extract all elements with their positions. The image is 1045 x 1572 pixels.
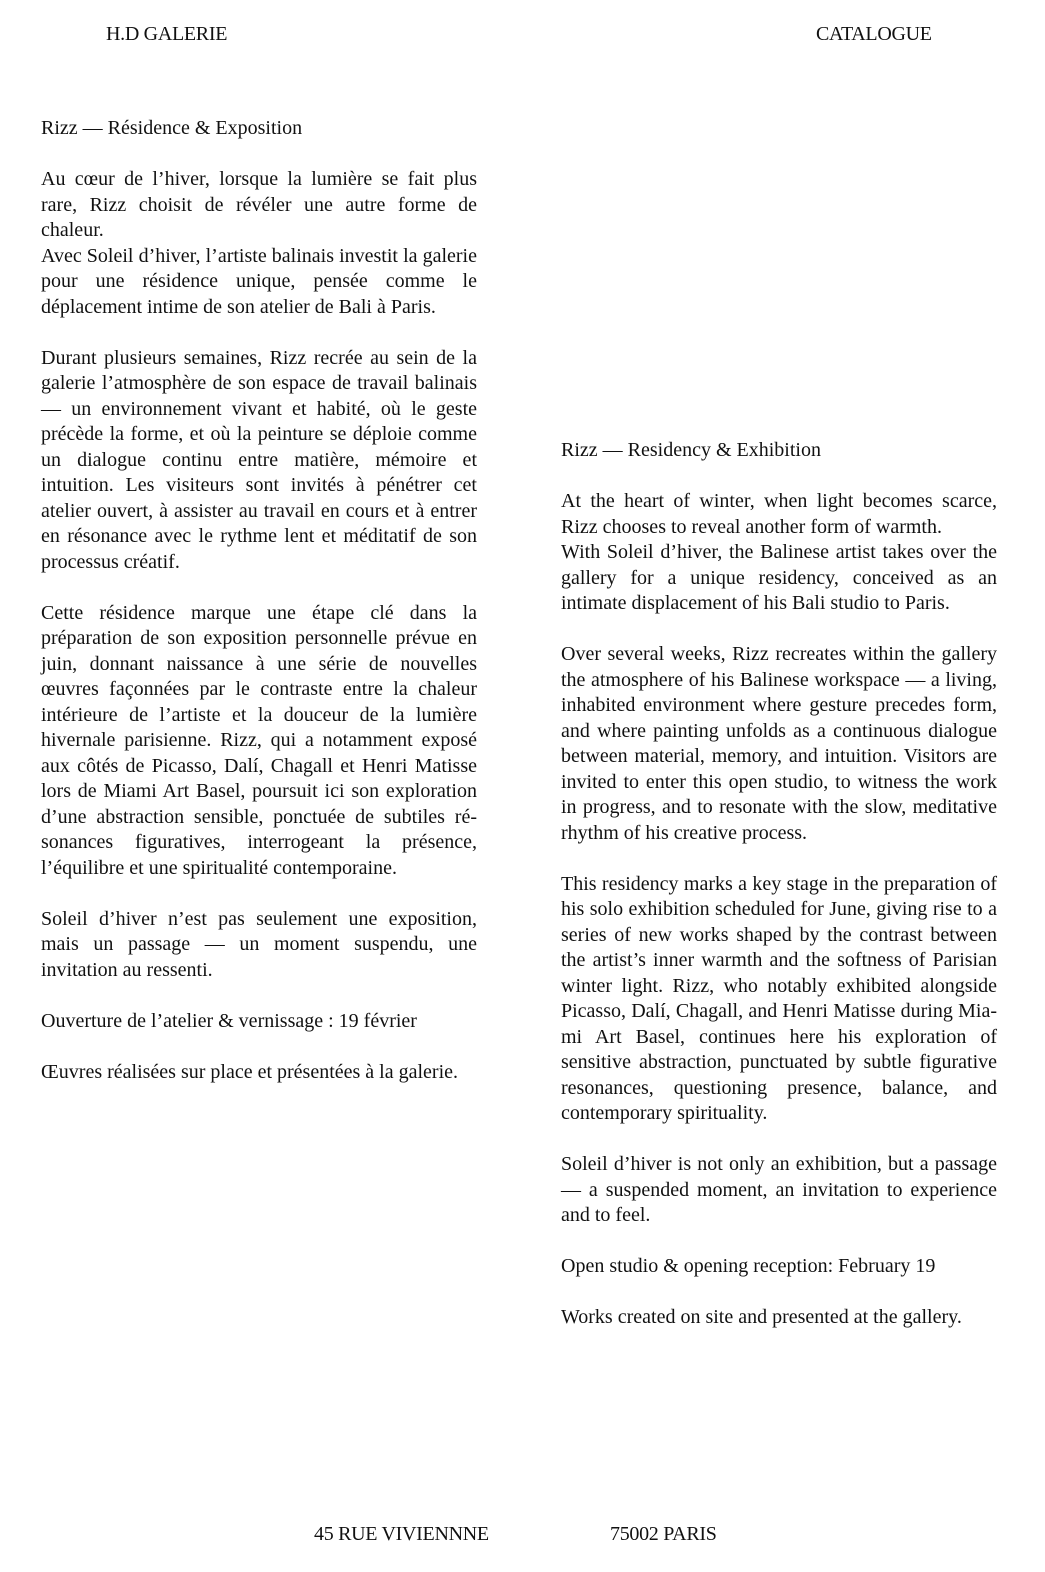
english-opening-date: Open studio & opening reception: February 19 xyxy=(561,1255,936,1277)
english-paragraph-weeks: Over several weeks, Rizz recreates within the gallery the atmosphere of his Balinese workspace — a living, inhabited environment where gesture precedes form, and where painting unfolds as a continuous dialogue between material, memory, and intuition. Visitors are invited to enter this open studio, to witness the work in progress, and to resonate with the slow, meditative rhythm of his creative process. xyxy=(561,643,997,844)
english-title: Rizz — Residency & Exhibition xyxy=(561,439,821,461)
english-column xyxy=(561,438,997,1331)
english-paragraph-residency: With Soleil d’hiver, the Balinese artist takes over the gallery for a unique residency, conceived as an intimate displacement of his Bali studio to Paris. xyxy=(561,541,997,614)
french-paragraph-works: Œuvres réalisées sur place et présentées à la galerie. xyxy=(41,1060,459,1083)
catalogue-label: CATALOGUE xyxy=(816,23,932,45)
french-paragraph-milestone: Cette résidence marque une étape clé dans la préparation de son exposition personnelle prévue en juin, donnant naissance à une série de nouvelles œuvres façonnées par le contraste entre la chaleur intérieure de l’artiste et la douceur de la lumière hivernale parisienne. Rizz, qui a notamment exposé aux côtés de Picasso, Dalí, Chagall et Henri Matisse lors de Miami Art Basel, poursuit ici son exploration d’une abstraction sensible, ponctuée de subtiles résonances figuratives, interrogeant la présence, l’équilibre et une spiritualité contemporaine. xyxy=(41,601,477,879)
footer-address: 45 RUE VIVIENNNE xyxy=(314,1523,489,1545)
gallery-name: H.D GALERIE xyxy=(106,23,228,45)
english-paragraph-works: Works created on site and presented at the gallery. xyxy=(561,1306,962,1328)
french-paragraph-weeks: Durant plusieurs semaines, Rizz recrée au sein de la galerie l’atmosphère de son espace de travail balinais — un environnement vivant et habité, où le geste précède la forme, et où la peinture se déploie comme un dialogue continu entre matière, mémoire et intuition. Les visiteurs sont invités à pénétrer cet atelier ouvert, à assister au travail en cours et à entrer en résonance avec le rythme lent et méditatif de son processus créatif. xyxy=(41,346,477,573)
french-opening-date: Ouverture de l’atelier & vernissage : 19 février xyxy=(41,1009,417,1032)
french-title: Rizz — Résidence & Exposition xyxy=(41,117,303,139)
french-paragraph-passage: Soleil d’hiver n’est pas seulement une exposition, mais un passage — un moment suspendu, une invitation au ressenti. xyxy=(41,907,477,981)
english-paragraph-intro: At the heart of winter, when light becomes scarce, Rizz chooses to reveal another form of warmth. xyxy=(561,490,997,538)
french-column xyxy=(41,116,477,1085)
french-paragraph-intro: Au cœur de l’hiver, lorsque la lumière se fait plus rare, Rizz choisit de révéler une autre forme de chaleur. xyxy=(41,168,477,241)
english-paragraph-milestone: This residency marks a key stage in the preparation of his solo exhibition scheduled for June, giving rise to a series of new works shaped by the contrast between the artist’s inner warmth and the softness of Parisian winter light. Rizz, who notably exhibited alongside Picasso, Dalí, Chagall, and Henri Matisse during Miami Art Basel, continues here his exploration of sensitive abstraction, punctuated by subtle figurative resonances, questioning presence, balance, and contemporary spirituality. xyxy=(561,872,997,1124)
french-paragraph-residence: Avec Soleil d’hiver, l’artiste balinais investit la galerie pour une résidence unique, pensée comme le déplacement intime de son atelier de Bali à Paris. xyxy=(41,244,477,318)
english-paragraph-passage: Soleil d’hiver is not only an exhibition, but a passage — a suspended moment, an invitation to experience and to feel. xyxy=(561,1153,997,1226)
footer-city: 75002 PARIS xyxy=(610,1523,717,1545)
